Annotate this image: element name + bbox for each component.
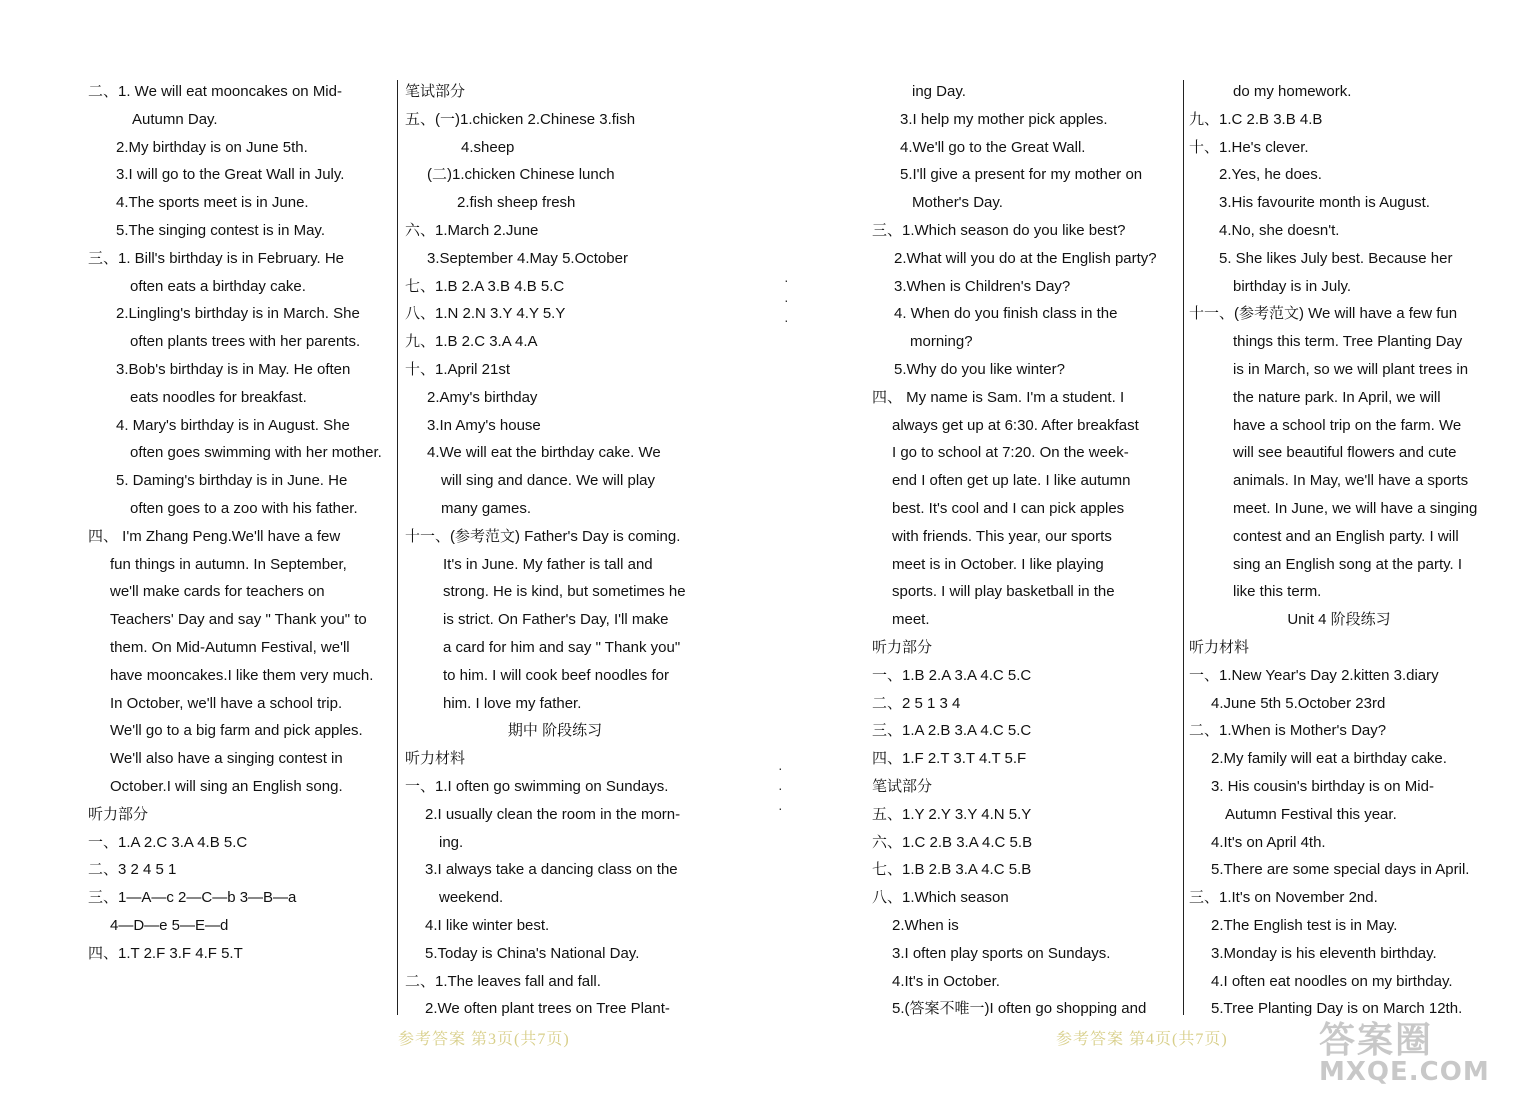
answer-line: have a school trip on the farm. We <box>1233 416 1462 434</box>
answer-line: 3.When is Children's Day? <box>894 277 1071 295</box>
answer-line: 三、1.It's on November 2nd. <box>1189 889 1378 907</box>
answer-line: 5.There are some special days in April. <box>1211 861 1470 879</box>
answer-line: 三、1. Bill's birthday is in February. He <box>88 249 345 267</box>
answer-line: meet. In June, we will have a singing <box>1233 499 1478 517</box>
answer-line: Autumn Day. <box>132 110 218 128</box>
answer-line: 一、1.New Year's Day 2.kitten 3.diary <box>1189 666 1439 684</box>
answer-line: 3.Monday is his eleventh birthday. <box>1211 944 1437 962</box>
answer-line: 听力部分 <box>872 638 933 656</box>
answer-line: We'll also have a singing contest in <box>110 750 343 768</box>
answer-line: to him. I will cook beef noodles for <box>443 666 669 684</box>
answer-line: 2.Yes, he does. <box>1219 166 1322 184</box>
answer-line: ing Day. <box>912 83 966 100</box>
section-heading: 期中 阶段练习 <box>507 722 603 740</box>
page-footer-left: 参考答案 第3页(共7页) <box>398 1031 570 1048</box>
page4-column-left <box>872 78 1172 1023</box>
answer-line: will sing and dance. We will play <box>441 472 655 490</box>
answer-line: 十、1.He's clever. <box>1189 138 1309 156</box>
answer-line: fun things in autumn. In September, <box>110 555 347 573</box>
answer-line: 七、1.B 2.B 3.A 4.C 5.B <box>872 861 1032 879</box>
answer-line: 2.My family will eat a birthday cake. <box>1211 750 1447 768</box>
answer-line: 4.sheep <box>461 138 515 156</box>
answer-line: animals. In May, we'll have a sports <box>1233 472 1469 490</box>
answer-line: 2.The English test is in May. <box>1211 916 1398 934</box>
answer-line: 5. Daming's birthday is in June. He <box>116 472 348 490</box>
answer-line: 二、3 2 4 5 1 <box>88 861 177 879</box>
answer-line: October.I will sing an English song. <box>110 777 343 795</box>
answer-line: 3.I often play sports on Sundays. <box>892 944 1111 962</box>
answer-line: meet. <box>892 611 930 629</box>
answer-line: 4.June 5th 5.October 23rd <box>1211 694 1386 712</box>
answer-line: 3.Bob's birthday is in May. He often <box>116 360 351 378</box>
answer-line: We'll go to a big farm and pick apples. <box>110 722 363 740</box>
answer-line: 2.What will you do at the English party? <box>894 249 1157 267</box>
answer-line: 五、(一)1.chicken 2.Chinese 3.fish <box>405 110 636 128</box>
answer-line: 二、1.The leaves fall and fall. <box>405 972 601 990</box>
page3-column-left <box>88 78 386 968</box>
watermark-text: 答案圈 <box>1319 1020 1434 1061</box>
answer-line: often plants trees with her parents. <box>130 333 361 351</box>
answer-line: 4.I often eat noodles on my birthday. <box>1211 972 1453 990</box>
answer-line: have mooncakes.I like them very much. <box>110 666 374 684</box>
answer-line: 八、1.Which season <box>872 889 1009 907</box>
answer-line: 5.Today is China's National Day. <box>425 944 640 962</box>
answer-line: 4.We'll go to the Great Wall. <box>900 138 1086 156</box>
answer-line: 三、1—A—c 2—C—b 3—B—a <box>88 889 297 907</box>
answer-line: many games. <box>441 499 532 517</box>
answer-line: 2.I usually clean the room in the morn- <box>425 805 681 823</box>
answer-line: Autumn Festival this year. <box>1225 805 1397 823</box>
answer-line: 二、1.When is Mother's Day? <box>1189 722 1387 740</box>
answer-line: 五、1.Y 2.Y 3.Y 4.N 5.Y <box>872 805 1032 823</box>
answer-line: will see beautiful flowers and cute <box>1233 444 1457 462</box>
answer-line: 3. His cousin's birthday is on Mid- <box>1211 777 1434 795</box>
binding-dots: · · · <box>784 272 789 328</box>
answer-line: 4.The sports meet is in June. <box>116 194 309 212</box>
column-divider <box>1183 80 1184 1015</box>
answer-line: 4. When do you finish class in the <box>894 305 1118 323</box>
column-divider <box>397 80 398 1015</box>
answer-line: Teachers' Day and say " Thank you" to <box>110 611 367 629</box>
answer-line: 听力材料 <box>405 750 466 768</box>
answer-line: 5.I'll give a present for my mother on <box>900 166 1143 184</box>
answer-line: is in March, so we will plant trees in <box>1233 360 1469 378</box>
answer-line: 4.We will eat the birthday cake. We <box>427 444 661 462</box>
section-heading: Unit 4 阶段练习 <box>1287 611 1391 629</box>
answer-line: 二、2 5 1 3 4 <box>872 694 961 712</box>
answer-line: 4.It's on April 4th. <box>1211 833 1326 851</box>
answer-line: 八、1.N 2.N 3.Y 4.Y 5.Y <box>405 305 566 323</box>
answer-line: 3.I will go to the Great Wall in July. <box>116 166 345 184</box>
answer-line: 十、1.April 21st <box>405 360 511 378</box>
answer-line: things this term. Tree Planting Day <box>1233 333 1463 351</box>
answer-line: 四、1.F 2.T 3.T 4.T 5.F <box>872 750 1027 768</box>
answer-line: 九、1.C 2.B 3.B 4.B <box>1189 110 1323 128</box>
answer-line: 4.It's in October. <box>892 972 1000 990</box>
answer-line: 5.(答案不唯一)I often go shopping and <box>892 1000 1147 1018</box>
answer-line: birthday is in July. <box>1233 277 1352 295</box>
answer-line: In October, we'll have a school trip. <box>110 694 343 712</box>
answer-line: the nature park. In April, we will <box>1233 388 1441 406</box>
answer-line: contest and an English party. I will <box>1233 527 1459 545</box>
answer-line: 一、1.A 2.C 3.A 4.B 5.C <box>88 833 248 851</box>
answer-line: Mother's Day. <box>912 194 1003 212</box>
answer-line: 5. She likes July best. Because her <box>1219 249 1453 267</box>
answer-line: 2.Lingling's birthday is in March. She <box>116 305 360 323</box>
answer-line: 2.My birthday is on June 5th. <box>116 138 308 156</box>
answer-line: 2.fish sheep fresh <box>457 194 576 212</box>
answer-line: 2.When is <box>892 916 959 934</box>
answer-line: 六、1.C 2.B 3.A 4.C 5.B <box>872 833 1033 851</box>
answer-line: 听力部分 <box>88 805 149 823</box>
answer-line: 4—D—e 5—E—d <box>110 916 229 934</box>
answer-line: sing an English song at the party. I <box>1233 555 1463 573</box>
binding-dots: · · · <box>778 760 783 816</box>
answer-line: 一、1.I often go swimming on Sundays. <box>405 777 669 795</box>
answer-line: 3.I always take a dancing class on the <box>425 861 678 879</box>
answer-line: eats noodles for breakfast. <box>130 388 307 406</box>
answer-line: 3.September 4.May 5.October <box>427 249 628 267</box>
answer-line: strong. He is kind, but sometimes he <box>443 583 686 601</box>
answer-line: 四、 My name is Sam. I'm a student. I <box>872 388 1125 406</box>
watermark-logo <box>1319 1012 1504 1092</box>
answer-line: I go to school at 7:20. On the week- <box>892 444 1129 462</box>
answer-line: 三、1.Which season do you like best? <box>872 221 1126 239</box>
answer-line: 六、1.March 2.June <box>405 221 539 239</box>
answer-line: 七、1.B 2.A 3.B 4.B 5.C <box>405 277 565 295</box>
answer-line: is strict. On Father's Day, I'll make <box>443 611 669 629</box>
answer-line: 笔试部分 <box>872 777 933 795</box>
watermark-url: MXQE.COM <box>1319 1057 1490 1087</box>
answer-line: do my homework. <box>1233 83 1352 100</box>
answer-line: 5.Why do you like winter? <box>894 360 1065 378</box>
answer-line: end I often get up late. I like autumn <box>892 472 1131 490</box>
answer-line: 5.The singing contest is in May. <box>116 221 325 239</box>
answer-line: 十一、(参考范文) Father's Day is coming. <box>405 527 681 545</box>
answer-line: them. On Mid-Autumn Festival, we'll <box>110 638 350 656</box>
page3-column-right <box>405 78 705 1023</box>
answer-line: we'll make cards for teachers on <box>110 583 325 601</box>
answer-line: 三、1.A 2.B 3.A 4.C 5.C <box>872 722 1032 740</box>
answer-line: 九、1.B 2.C 3.A 4.A <box>405 333 538 351</box>
answer-line: sports. I will play basketball in the <box>892 583 1115 601</box>
answer-line: 4.No, she doesn't. <box>1219 221 1340 239</box>
answer-line: 笔试部分 <box>405 83 466 100</box>
answer-line: 3.In Amy's house <box>427 416 541 434</box>
answer-line: 2.We often plant trees on Tree Plant- <box>425 1000 670 1018</box>
answer-line: 3.His favourite month is August. <box>1219 194 1430 212</box>
answer-line: like this term. <box>1233 583 1322 601</box>
answer-line: often goes swimming with her mother. <box>130 444 382 462</box>
answer-line: always get up at 6:30. After breakfast <box>892 416 1139 434</box>
answer-line: with friends. This year, our sports <box>892 527 1112 545</box>
answer-line: him. I love my father. <box>443 694 582 712</box>
answer-line: 5.Tree Planting Day is on March 12th. <box>1211 1000 1463 1018</box>
answer-line: often goes to a zoo with his father. <box>130 499 358 517</box>
answer-line: 四、1.T 2.F 3.F 4.F 5.T <box>88 944 243 962</box>
answer-line: 3.I help my mother pick apples. <box>900 110 1108 128</box>
answer-line: often eats a birthday cake. <box>130 277 306 295</box>
page4-column-right <box>1189 78 1489 1023</box>
answer-line: a card for him and say " Thank you" <box>443 638 681 656</box>
answer-line: 2.Amy's birthday <box>427 388 538 406</box>
answer-line: 一、1.B 2.A 3.A 4.C 5.C <box>872 666 1032 684</box>
answer-line: It's in June. My father is tall and <box>443 555 653 573</box>
page-footer-right: 参考答案 第4页(共7页) <box>1056 1031 1228 1048</box>
answer-line: 四、 I'm Zhang Peng.We'll have a few <box>88 527 341 545</box>
answer-line: 听力材料 <box>1189 638 1250 656</box>
answer-line: best. It's cool and I can pick apples <box>892 499 1125 517</box>
answer-line: 4. Mary's birthday is in August. She <box>116 416 350 434</box>
answer-line: 4.I like winter best. <box>425 916 550 934</box>
answer-line: 十一、(参考范文) We will have a few fun <box>1189 305 1458 323</box>
answer-line: (二)1.chicken Chinese lunch <box>427 166 615 184</box>
answer-line: 二、1. We will eat mooncakes on Mid- <box>88 83 342 100</box>
answer-line: meet is in October. I like playing <box>892 555 1104 573</box>
answer-line: weekend. <box>439 889 504 907</box>
answer-line: ing. <box>439 833 464 851</box>
answer-line: morning? <box>910 333 973 351</box>
